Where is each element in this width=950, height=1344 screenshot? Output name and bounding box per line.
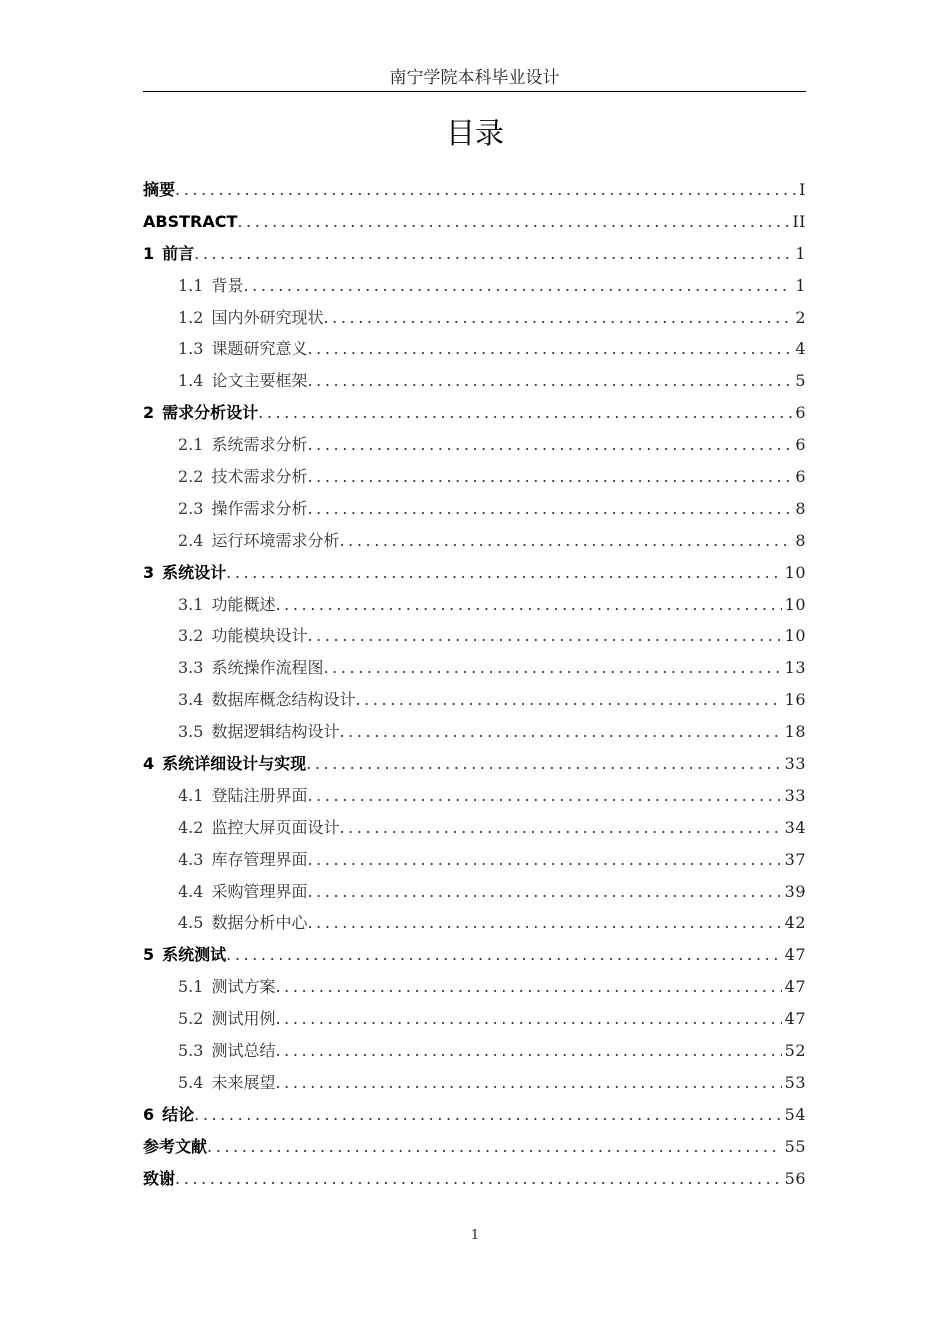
dot-leader — [307, 493, 792, 525]
toc-entry-page: 47 — [784, 945, 806, 965]
toc-entry-number: 2.1 — [178, 435, 204, 455]
toc-chapter-entry[interactable] — [143, 1131, 806, 1163]
toc-entry-title — [178, 1003, 275, 1035]
toc-entry-label: 数据库概念结构设计 — [211, 690, 356, 710]
toc-section-entry[interactable] — [143, 333, 806, 365]
dot-leader — [307, 429, 792, 461]
toc-entry-page: 55 — [784, 1136, 806, 1156]
toc-entry-number: 5.2 — [178, 1009, 204, 1029]
toc-entry-number: 2.4 — [178, 530, 204, 550]
dot-leader — [275, 589, 781, 621]
dot-leader — [275, 1003, 781, 1035]
toc-section-entry[interactable] — [143, 429, 806, 461]
toc-entry-title — [178, 1067, 275, 1099]
toc-entry-title — [178, 652, 323, 684]
dot-leader — [207, 1131, 782, 1163]
toc-section-entry[interactable] — [143, 1067, 806, 1099]
dot-leader — [307, 333, 792, 365]
toc-entry-number: 5.4 — [178, 1072, 204, 1092]
toc-entry-page: 10 — [784, 626, 806, 646]
toc-chapter-entry[interactable] — [143, 748, 806, 780]
toc-entry-label: 系统设计 — [162, 562, 227, 582]
toc-entry-title — [143, 397, 258, 429]
toc-entry-label: 运行环境需求分析 — [211, 530, 340, 550]
toc-entry-page: 53 — [784, 1072, 806, 1092]
toc-entry-number: 3.2 — [178, 626, 204, 646]
toc-entry-page: 10 — [784, 594, 806, 614]
toc-entry-title — [143, 748, 306, 780]
toc-section-entry[interactable] — [143, 1003, 806, 1035]
dot-leader — [306, 748, 781, 780]
toc-entry-label: 系统详细设计与实现 — [162, 754, 307, 774]
toc-section-entry[interactable] — [143, 493, 806, 525]
toc-entry-page: 16 — [784, 690, 806, 710]
dot-leader — [243, 270, 792, 302]
toc-entry-label: 致谢 — [143, 1168, 176, 1188]
header-rule — [143, 91, 806, 92]
toc-entry-label: 结论 — [162, 1104, 195, 1124]
toc-entry-label: 背景 — [211, 275, 244, 295]
page-number: 1 — [470, 1228, 480, 1243]
toc-entry-page: 1 — [795, 275, 806, 295]
toc-entry-title — [178, 365, 307, 397]
toc-section-entry[interactable] — [143, 365, 806, 397]
toc-entry-title — [143, 939, 226, 971]
toc-entry-label: 测试总结 — [211, 1041, 276, 1061]
dot-leader — [194, 238, 792, 270]
toc-entry-label: 需求分析设计 — [162, 403, 259, 423]
toc-entry-label: 参考文献 — [143, 1136, 208, 1156]
toc-entry-number: 2.2 — [178, 467, 204, 487]
toc-entry-page: 42 — [784, 913, 806, 933]
toc-entry-page: 4 — [795, 339, 806, 359]
toc-entry-label: 登陆注册界面 — [211, 785, 308, 805]
dot-leader — [307, 907, 781, 939]
toc-entry-page: 1 — [795, 243, 806, 263]
toc-entry-page: 8 — [795, 530, 806, 550]
toc-section-entry[interactable] — [143, 876, 806, 908]
toc-section-entry[interactable] — [143, 716, 806, 748]
dot-leader — [307, 620, 781, 652]
toc-entry-page: 34 — [784, 817, 806, 837]
toc-entry-label: 国内外研究现状 — [211, 307, 324, 327]
toc-entry-title — [178, 716, 339, 748]
toc-entry-page: 52 — [784, 1041, 806, 1061]
toc-entry-number: 3.3 — [178, 658, 204, 678]
dot-leader — [275, 1067, 781, 1099]
dot-leader — [226, 939, 781, 971]
toc-entry-title — [178, 270, 243, 302]
toc-entry-page: 37 — [784, 849, 806, 869]
toc-chapter-entry[interactable] — [143, 206, 806, 238]
toc-chapter-entry[interactable] — [143, 557, 806, 589]
dot-leader — [339, 716, 781, 748]
dot-leader — [339, 812, 781, 844]
dot-leader — [226, 557, 781, 589]
toc-section-entry[interactable] — [143, 844, 806, 876]
running-header: 南宁学院本科毕业设计 — [389, 68, 560, 88]
toc-entry-page: 33 — [784, 754, 806, 774]
toc-entry-label: ABSTRACT — [143, 211, 238, 231]
toc-entry-title — [143, 238, 194, 270]
toc-entry-title — [178, 876, 307, 908]
toc-entry-label: 测试用例 — [211, 1009, 276, 1029]
toc-entry-label: 技术需求分析 — [211, 467, 308, 487]
toc-entry-title — [178, 493, 307, 525]
dot-leader — [175, 1163, 782, 1195]
toc-entry-number: 2.3 — [178, 498, 204, 518]
toc-entry-title — [178, 429, 307, 461]
toc-entry-label: 前言 — [162, 243, 195, 263]
dot-leader — [194, 1099, 781, 1131]
dot-leader — [307, 365, 792, 397]
toc-entry-title — [178, 780, 307, 812]
toc-entry-title — [143, 557, 226, 589]
toc-entry-label: 功能概述 — [211, 594, 276, 614]
toc-chapter-entry[interactable] — [143, 397, 806, 429]
dot-leader — [307, 844, 781, 876]
dot-leader — [275, 971, 781, 1003]
toc-section-entry[interactable] — [143, 620, 806, 652]
dot-leader — [275, 1035, 781, 1067]
toc-entry-number: 4.5 — [178, 913, 204, 933]
dot-leader — [237, 206, 789, 238]
toc-entry-number: 5 — [143, 945, 155, 965]
toc-entry-number: 4.4 — [178, 881, 204, 901]
toc-entry-title — [178, 684, 355, 716]
toc-title: 目录 — [445, 116, 504, 150]
toc-entry-title — [143, 1163, 175, 1195]
toc-section-entry[interactable] — [143, 461, 806, 493]
toc-entry-title — [178, 589, 275, 621]
toc-entry-title — [178, 333, 307, 365]
toc-entry-title — [178, 525, 339, 557]
toc-entry-label: 摘要 — [143, 180, 176, 199]
toc-entry-title — [178, 844, 307, 876]
dot-leader — [258, 397, 792, 429]
toc-entry-page: 5 — [795, 371, 806, 391]
toc-section-entry[interactable] — [143, 1035, 806, 1067]
toc-entry-number: 5.3 — [178, 1041, 204, 1061]
dot-leader — [307, 876, 781, 908]
toc-entry-title — [178, 1035, 275, 1067]
toc-entry-number: 5.1 — [178, 977, 204, 997]
toc-entry-page: 39 — [784, 881, 806, 901]
toc-entry-number: 2 — [143, 403, 155, 423]
toc-entry-label: 系统需求分析 — [211, 435, 308, 455]
toc-section-entry[interactable] — [143, 971, 806, 1003]
toc-entry-page: II — [792, 211, 806, 231]
toc-entry-number: 4 — [143, 754, 155, 774]
toc-chapter-entry[interactable] — [143, 939, 806, 971]
dot-leader — [323, 652, 781, 684]
toc-section-entry[interactable] — [143, 270, 806, 302]
dot-leader — [175, 174, 796, 206]
toc-entry-title — [178, 812, 339, 844]
toc-entry-number: 3.1 — [178, 594, 204, 614]
toc-entry-page: I — [799, 180, 806, 199]
toc-entry-number: 1.1 — [178, 275, 204, 295]
toc-entry-title — [143, 206, 237, 238]
toc-entry-label: 监控大屏页面设计 — [211, 817, 340, 837]
toc-entry-title — [178, 302, 323, 334]
toc-entry-page: 6 — [795, 435, 806, 455]
toc-entry-page: 10 — [784, 562, 806, 582]
toc-entry-number: 1 — [143, 243, 155, 263]
toc-entry-label: 课题研究意义 — [211, 339, 308, 359]
toc-entry-number: 4.3 — [178, 849, 204, 869]
toc-entry-page: 13 — [784, 658, 806, 678]
dot-leader — [307, 780, 781, 812]
toc-section-entry[interactable] — [143, 780, 806, 812]
toc-entry-title — [143, 174, 175, 206]
toc-entry-number: 1.3 — [178, 339, 204, 359]
toc-chapter-entry[interactable] — [143, 174, 806, 206]
toc-entry-label: 库存管理界面 — [211, 849, 308, 869]
dot-leader — [355, 684, 781, 716]
toc-entry-title — [178, 461, 307, 493]
toc-entry-page: 47 — [784, 977, 806, 997]
toc-section-entry[interactable] — [143, 525, 806, 557]
toc-section-entry[interactable] — [143, 684, 806, 716]
toc-entry-number: 1.4 — [178, 371, 204, 391]
toc-entry-label: 功能模块设计 — [211, 626, 308, 646]
toc-entry-title — [143, 1099, 194, 1131]
toc-entry-page: 2 — [795, 307, 806, 327]
toc-chapter-entry[interactable] — [143, 238, 806, 270]
toc-entry-title — [143, 1131, 207, 1163]
toc-entry-label: 系统测试 — [162, 945, 227, 965]
toc-entry-page: 56 — [784, 1168, 806, 1188]
toc-entry-title — [178, 620, 307, 652]
dot-leader — [323, 302, 792, 334]
toc-chapter-entry[interactable] — [143, 1163, 806, 1195]
dot-leader — [307, 461, 792, 493]
toc-entry-label: 论文主要框架 — [211, 371, 308, 391]
toc-entry-page: 8 — [795, 498, 806, 518]
toc-entry-label: 未来展望 — [211, 1072, 276, 1092]
toc-entry-number: 3.5 — [178, 722, 204, 742]
table-of-contents — [143, 174, 806, 1195]
toc-section-entry[interactable] — [143, 907, 806, 939]
toc-entry-page: 33 — [784, 785, 806, 805]
toc-entry-label: 操作需求分析 — [211, 498, 308, 518]
toc-section-entry[interactable] — [143, 589, 806, 621]
toc-entry-label: 数据逻辑结构设计 — [211, 722, 340, 742]
toc-entry-label: 采购管理界面 — [211, 881, 308, 901]
toc-entry-number: 4.2 — [178, 817, 204, 837]
toc-section-entry[interactable] — [143, 652, 806, 684]
toc-entry-number: 3 — [143, 562, 155, 582]
toc-entry-page: 18 — [784, 722, 806, 742]
toc-entry-page: 6 — [795, 403, 806, 423]
toc-entry-label: 系统操作流程图 — [211, 658, 324, 678]
dot-leader — [339, 525, 792, 557]
toc-entry-page: 6 — [795, 467, 806, 487]
toc-entry-title — [178, 971, 275, 1003]
toc-entry-number: 4.1 — [178, 785, 204, 805]
toc-chapter-entry[interactable] — [143, 1099, 806, 1131]
toc-entry-label: 测试方案 — [211, 977, 276, 997]
toc-entry-page: 47 — [784, 1009, 806, 1029]
toc-entry-number: 1.2 — [178, 307, 204, 327]
toc-entry-number: 6 — [143, 1104, 155, 1124]
toc-entry-title — [178, 907, 307, 939]
toc-section-entry[interactable] — [143, 812, 806, 844]
toc-section-entry[interactable] — [143, 302, 806, 334]
toc-entry-label: 数据分析中心 — [211, 913, 308, 933]
toc-entry-number: 3.4 — [178, 690, 204, 710]
toc-entry-page: 54 — [784, 1104, 806, 1124]
